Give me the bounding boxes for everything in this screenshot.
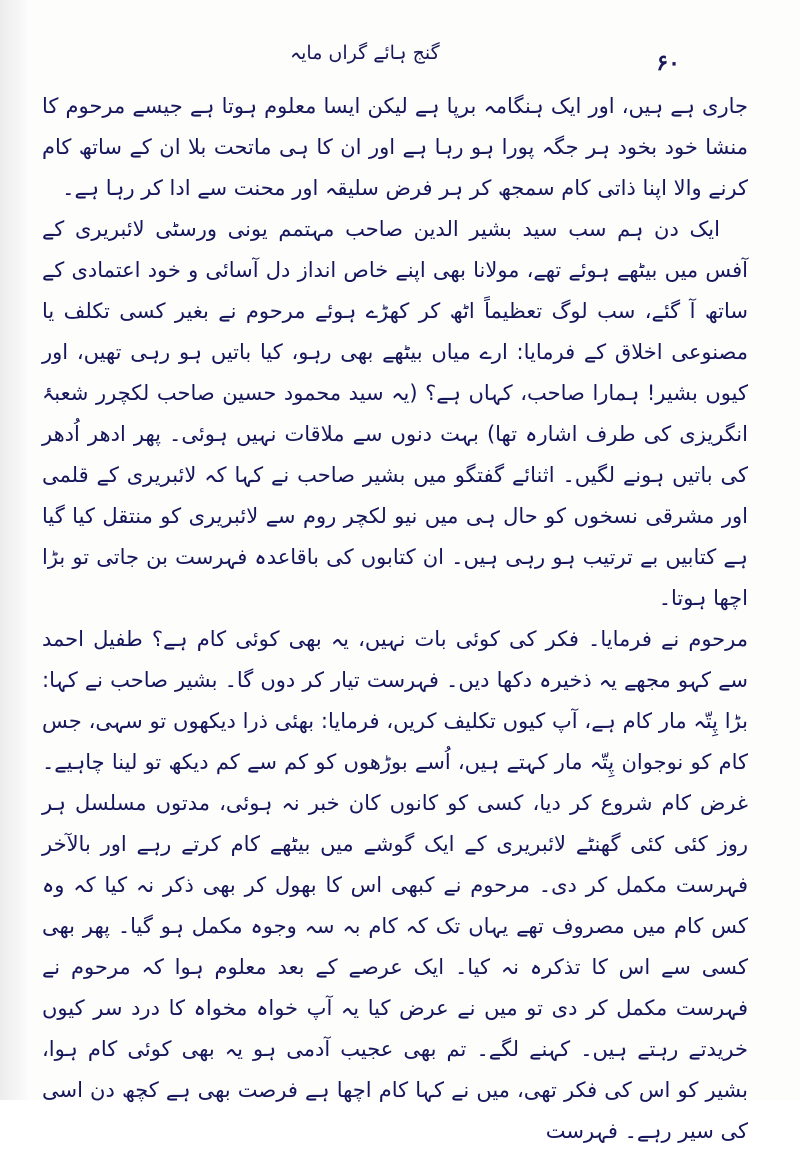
page-binding-edge [0,0,28,1100]
page-number: ۶۰ [656,50,680,76]
paragraph: جاری ہے ہیں، اور ایک ہنگامہ برپا ہے لیکن ایسا معلوم ہوتا ہے جیسے مرحوم کا منشا خود بخود ہر جگہ پورا ہو رہا ہے اور ان کا ہی ماتحت بلا ان کے ساتھ کام کرنے والا اپنا ذاتی کام سمجھ کر ہر فرض سلیقہ اور محنت سے ادا کر رہا ہے۔ [42,94,748,200]
paragraph: ایک دن ہم سب سید بشیر الدین صاحب مہتمم یونی ورسٹی لائبریری کے آفس میں بیٹھے ہوئے تھے، مولانا بھی اپنے خاص انداز دل آسائی و خود اعتمادی کے ساتھ آ گئے، سب لوگ تعظیماً اٹھ کر کھڑے ہوئے مرحوم نے بغیر کسی تکلف یا مصنوعی اخلاق کے فرمایا: ارے میاں بیٹھے بھی رہو، کیا باتیں ہو رہی تھیں، اور کیوں بشیر! ہمارا صاحب، کہاں ہے؟ (یہ سید محمود حسین صاحب لکچرر شعبۂ انگریزی کی طرف اشارہ تھا) بہت دنوں سے ملاقات نہیں ہوئی۔ پھر ادھر اُدھر کی باتیں ہونے لگیں۔ اثنائے گفتگو میں بشیر صاحب نے کہا کہ لائبریری کے قلمی اور مشرقی نسخوں کو حال ہی میں نیو لکچر روم سے لائبریری کو منتقل کیا گیا ہے کتابیں بے ترتیب ہو رہی ہیں۔ ان کتابوں کی باقاعدہ فہرست بن جاتی تو بڑا اچھا ہوتا۔ [42,217,748,610]
paragraph: مرحوم نے فرمایا۔ فکر کی کوئی بات نہیں، یہ بھی کوئی کام ہے؟ طفیل احمد سے کہو مجھے یہ ذخیرہ دکھا دیں۔ فہرست تیار کر دوں گا۔ بشیر صاحب نے کہا: بڑا پِتّہ مار کام ہے، آپ کیوں تکلیف کریں، فرمایا: بھئی ذرا دیکھوں تو سہی، جس کام کو نوجوان پِتّہ مار کہتے ہیں، اُسے بوڑھوں کو کم سے کم دیکھ تو لینا چاہیے۔ غرض کام شروع کر دیا، کسی کو کانوں کان خبر نہ ہوئی، مدتوں مسلسل ہر روز کئی کئی گھنٹے لائبریری کے ایک گوشے میں بیٹھے کام کرتے رہے اور بالآخر فہرست مکمل کر دی۔ مرحوم نے کبھی اس کا بھول کر بھی ذکر نہ کیا کہ وہ کس کام میں مصروف تھے یہاں تک کہ کام بہ سہ وجوہ مکمل ہو گیا۔ پھر بھی کسی سے اس کا تذکرہ نہ کیا۔ ایک عرصے کے بعد معلوم ہوا کہ مرحوم نے فہرست مکمل کر دی تو میں نے عرض کیا یہ آپ خواہ مخواہ کا درد سر کیوں خریدتے رہتے ہیں۔ کہنے لگے۔ تم بھی عجیب آدمی ہو یہ بھی کوئی کام ہوا، بشیر کو اس کی فکر تھی، میں نے کہا کام اچھا ہے فرصت بھی ہے کچھ دن اسی کی سیر رہے۔ فہرست [42,627,748,1143]
running-title: گنج ہائے گراں مایہ [290,42,440,64]
page-header [60,40,680,80]
body-text [42,86,748,1152]
